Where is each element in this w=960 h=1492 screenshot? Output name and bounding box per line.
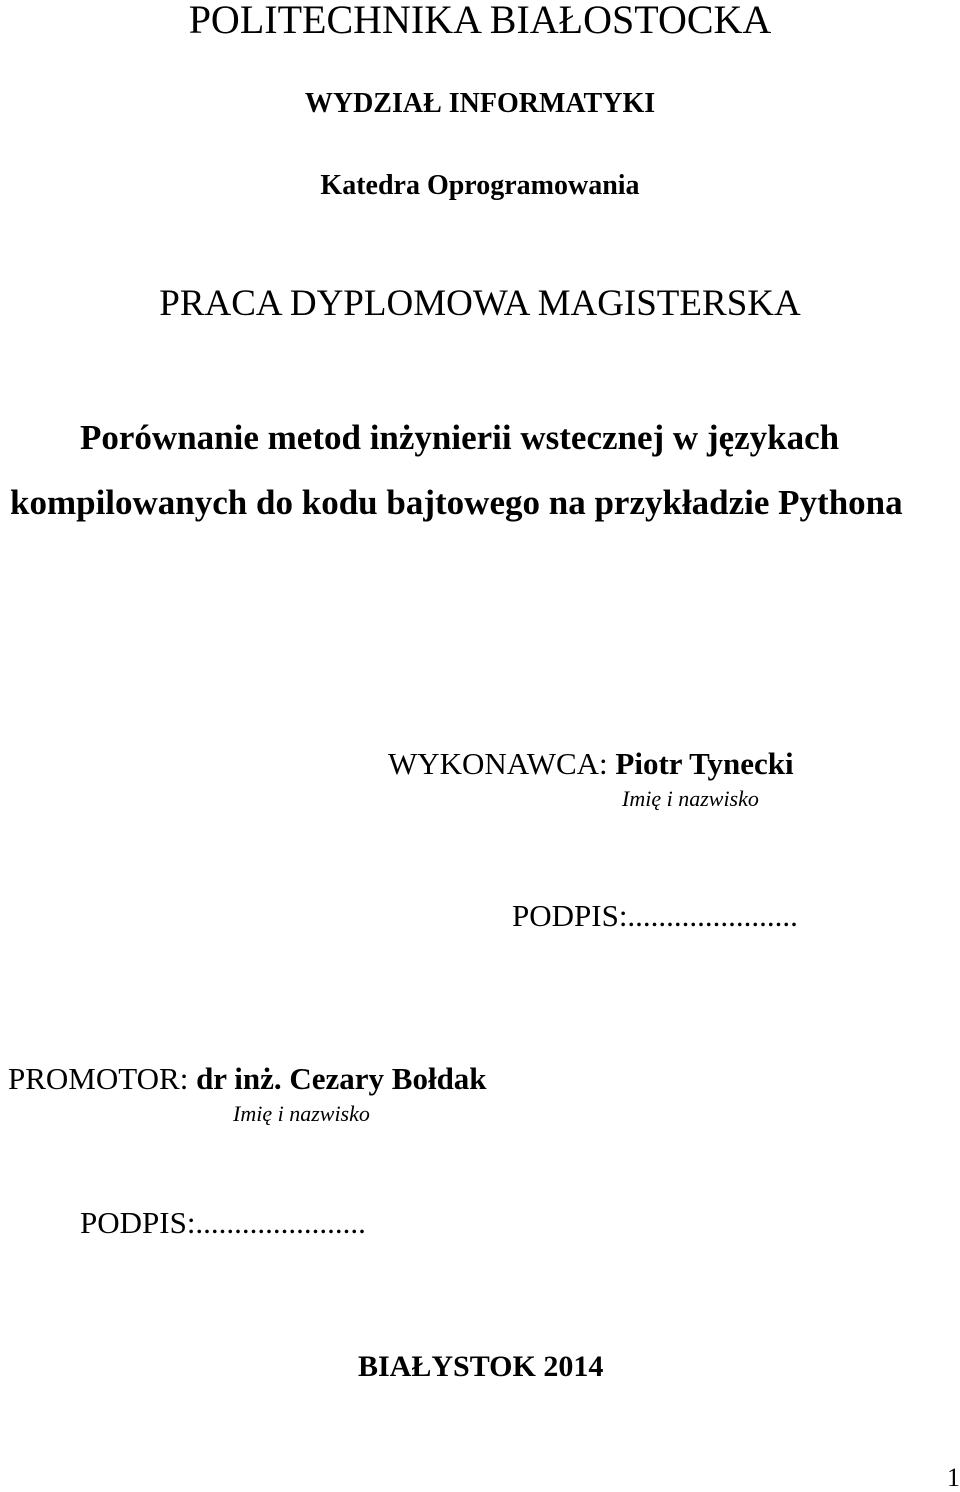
promoter-label: PROMOTOR:	[8, 1061, 197, 1096]
author-label: WYKONAWCA:	[388, 746, 616, 781]
author-name-caption: Imię i nazwisko	[622, 786, 759, 811]
thesis-title-line-2: kompilowanych do kodu bajtowego na przykładzie Pythona	[10, 483, 903, 522]
author-signature-line: PODPIS:......................	[512, 898, 798, 933]
thesis-title-line-1: Porównanie metod inżynierii wstecznej w językach	[80, 418, 840, 457]
promoter-name: dr inż. Cezary Bołdak	[196, 1061, 487, 1096]
promoter-name-caption: Imię i nazwisko	[233, 1101, 370, 1126]
city-year: BIAŁYSTOK 2014	[358, 1350, 604, 1383]
faculty-name: WYDZIAŁ INFORMATYKI	[304, 88, 656, 119]
author-line	[388, 748, 794, 779]
author-name: Piotr Tynecki	[615, 746, 794, 781]
promoter-signature-line: PODPIS:......................	[80, 1205, 366, 1240]
page-number: 1	[947, 1463, 960, 1492]
department-name: Katedra Oprogramowania	[320, 170, 640, 201]
promoter-line	[8, 1063, 487, 1094]
university-name: POLITECHNIKA BIAŁOSTOCKA	[188, 0, 772, 42]
thesis-type: PRACA DYPLOMOWA MAGISTERSKA	[159, 283, 801, 324]
